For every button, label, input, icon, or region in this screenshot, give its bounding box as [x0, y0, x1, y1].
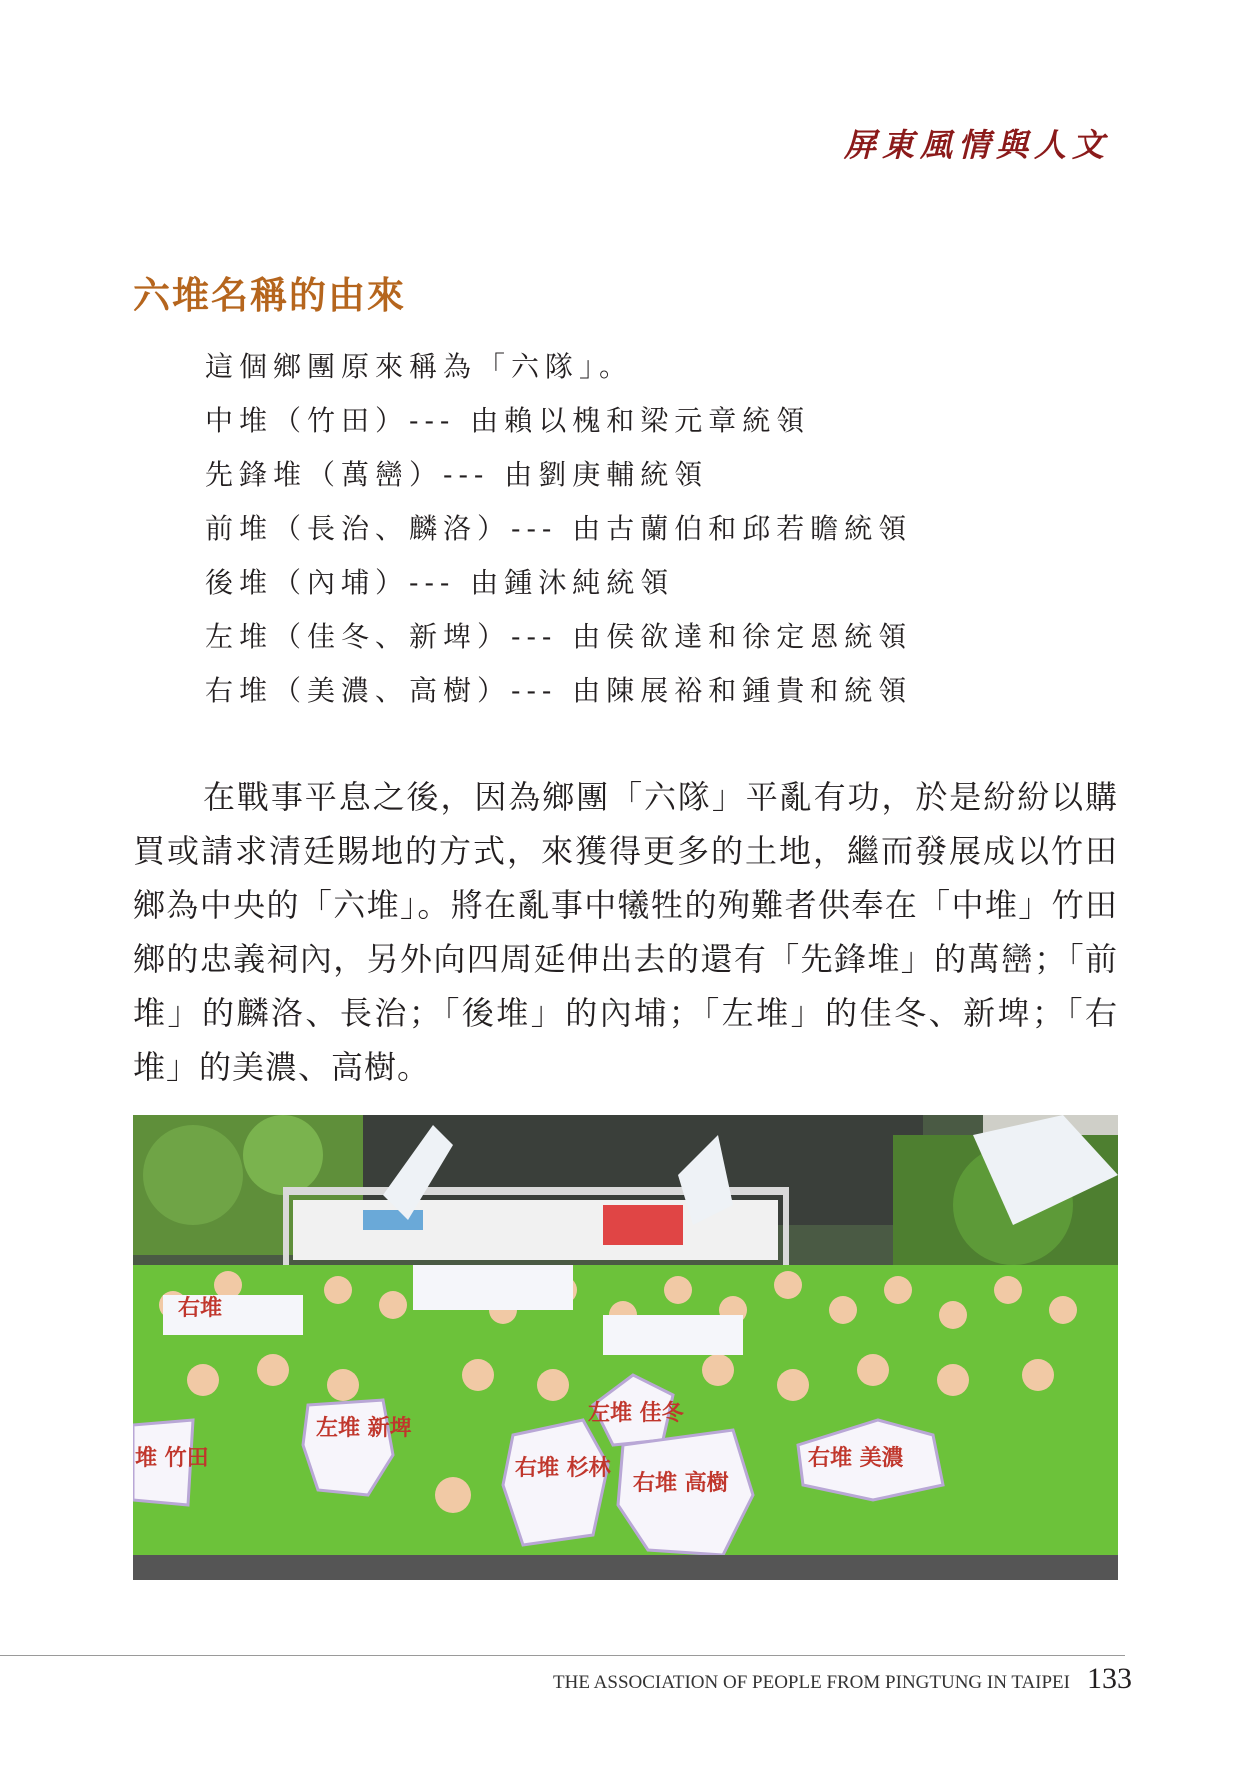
- leader-line: 中堆（竹田）--- 由賴以槐和梁元章統領: [205, 404, 811, 437]
- section-title: 六堆名稱的由來: [133, 274, 406, 317]
- photo-sign-text: 右堆 美濃: [808, 1446, 904, 1471]
- leader-line: 這個鄉團原來稱為「六隊」。: [205, 350, 634, 383]
- leader-line: 右堆（美濃、高樹）--- 由陳展裕和鍾貴和統領: [205, 674, 913, 707]
- leader-line: 前堆（長治、麟洛）--- 由古蘭伯和邱若瞻統領: [205, 512, 913, 545]
- group-photo: [133, 1115, 1118, 1580]
- running-header: 屏東風情與人文: [843, 126, 1110, 164]
- leader-line: 先鋒堆（萬巒）--- 由劉庚輔統領: [205, 458, 709, 491]
- photo-sign-text: 左堆 新埤: [316, 1416, 412, 1441]
- photo-sign-text: 右堆 高樹: [633, 1471, 729, 1496]
- photo-sign-text: 右堆: [178, 1296, 223, 1321]
- footer-text: THE ASSOCIATION OF PEOPLE FROM PINGTUNG IN TAIPEI: [553, 1672, 1070, 1693]
- page-number: 133: [1087, 1662, 1132, 1695]
- leader-list: [205, 340, 912, 718]
- photo-sign-text: 堆 竹田: [135, 1446, 209, 1471]
- leader-line: 左堆（佳冬、新埤）--- 由侯欲達和徐定恩統領: [205, 620, 913, 653]
- group-photo-illustration: [133, 1115, 1118, 1580]
- photo-sign-text: 右堆 杉林: [515, 1456, 611, 1481]
- body-paragraph: 在戰事平息之後，因為鄉團「六隊」平亂有功，於是紛紛以購買或請求清廷賜地的方式，來獲得更多的土地，繼而發展成以竹田鄉為中央的「六堆」。將在亂事中犧牲的殉難者供奉在「中堆」竹田鄉的忠義祠內，另外向四周延伸出去的還有「先鋒堆」的萬巒；「前堆」的麟洛、長治；「後堆」的內埔；「左堆」的佳冬、新埤；「右堆」的美濃、高樹。: [133, 778, 1118, 1086]
- footer-rule: [0, 1655, 1125, 1656]
- leader-line: 後堆（內埔）--- 由鍾沐純統領: [205, 566, 675, 599]
- photo-sign-text: 左堆 佳冬: [588, 1401, 684, 1426]
